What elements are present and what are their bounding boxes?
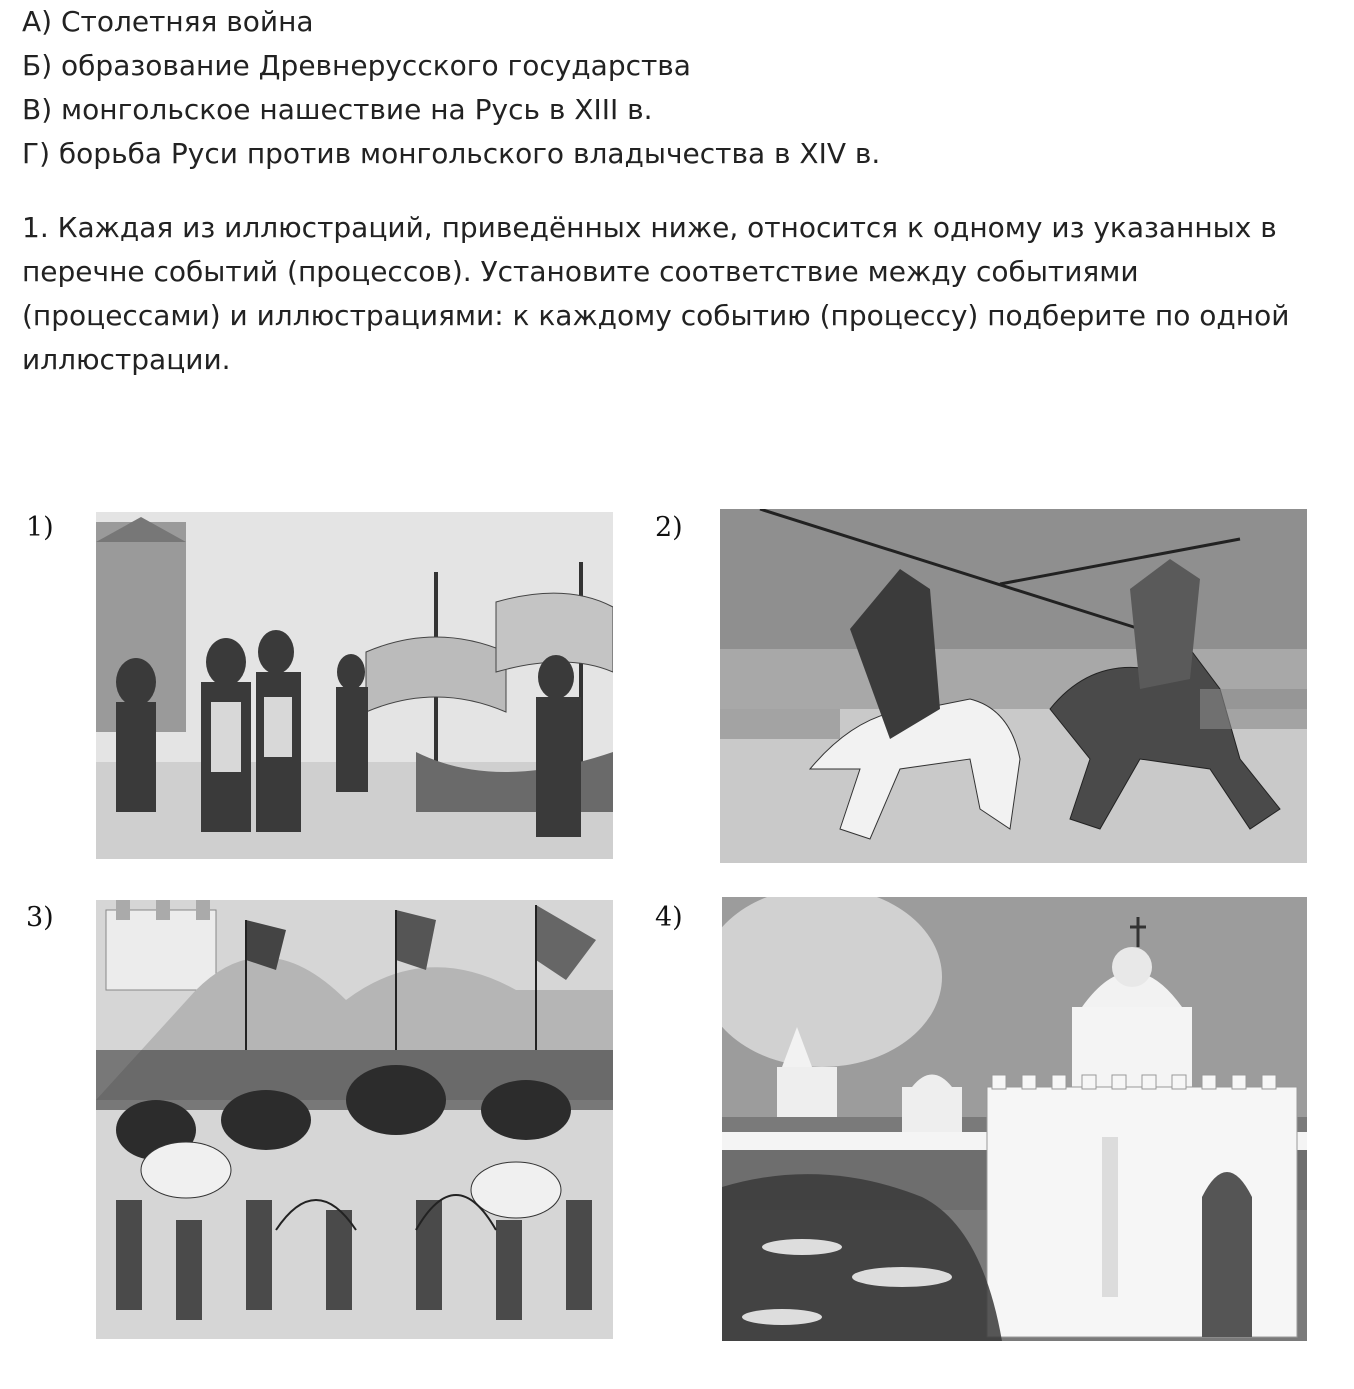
option-b: Б) образование Древнерусского государства [22,49,691,82]
answer-options-list [22,0,880,176]
task-text: 1. Каждая из иллюстраций, приведённых ниже, относится к одному из указанных в перечне событий (процессов). Установите соответствие между событиями (процессами) и иллюстрациями: к каждому событию (процессу) подберите по одной иллюстрации. [22,211,1290,376]
illustration-2-number: 2) [655,512,683,543]
illustration-3-number: 3) [26,902,54,933]
option-g: Г) борьба Руси против монгольского владычества в XIV в. [22,137,881,170]
option-v: В) монгольское нашествие на Русь в XIII в. [22,93,653,126]
illustration-1-number: 1) [26,512,54,543]
illustration-4-number: 4) [655,902,683,933]
illustration-4-siege-of-vladimir [722,897,1307,1341]
option-a: А) Столетняя война [22,5,314,38]
illustration-3-hundred-years-war-battle [96,900,613,1339]
illustration-1-varangians [96,512,613,859]
illustration-2-kulikovo-duel [720,509,1307,863]
